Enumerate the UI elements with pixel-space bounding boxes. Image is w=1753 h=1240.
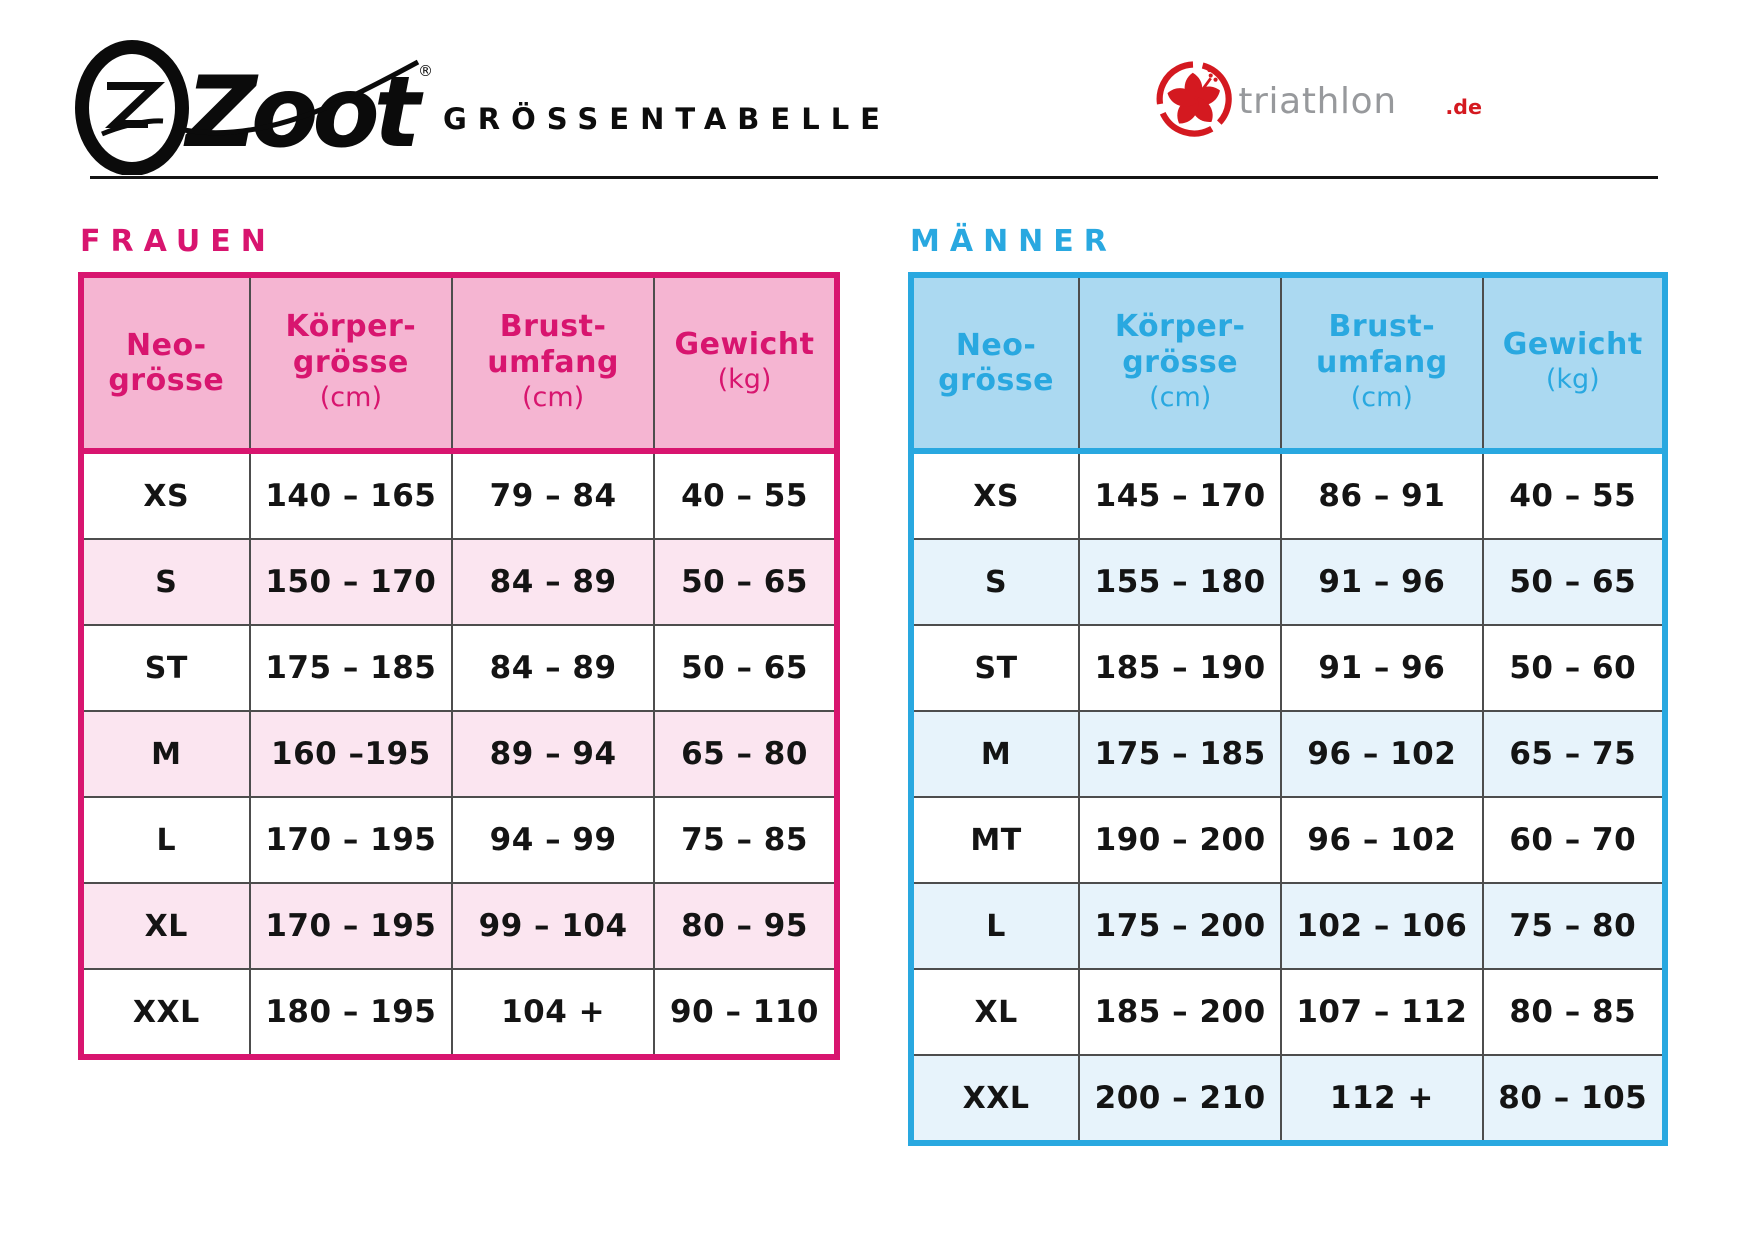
table-row [911,539,1665,625]
value-cell: 84 – 89 [452,625,654,711]
column-header-unit: (cm) [1350,382,1413,414]
value-cell: 75 – 85 [654,797,837,883]
value-cell: 170 – 195 [250,883,453,969]
column-header-line: Neo- [126,327,207,363]
column-header-unit: (kg) [1545,364,1600,396]
value-cell: 80 – 105 [1483,1055,1665,1143]
column-header-unit: (cm) [521,382,585,414]
column-header-neogroesse [81,275,250,451]
hibiscus-flower-icon [1150,52,1241,145]
value-cell: 170 – 195 [250,797,453,883]
column-header-line: Körper- [1114,309,1246,345]
value-cell: 190 – 200 [1079,797,1281,883]
value-cell: 89 – 94 [452,711,654,797]
value-cell: 185 – 200 [1079,969,1281,1055]
size-cell: S [81,539,250,625]
value-cell: 60 – 70 [1483,797,1665,883]
value-cell: 40 – 55 [654,451,837,539]
column-header-koerpergroesse [1079,275,1281,451]
column-header-neogroesse [911,275,1079,451]
value-cell: 96 – 102 [1281,797,1482,883]
page-title: GRÖSSENTABELLE [443,102,891,136]
size-cell: MT [911,797,1079,883]
size-cell: S [911,539,1079,625]
column-header-line: Körper- [285,309,417,345]
value-cell: 140 – 165 [250,451,453,539]
value-cell: 91 – 96 [1281,625,1482,711]
section-title-maenner: MÄNNER [910,224,1117,259]
size-cell: XL [911,969,1079,1055]
frauen-size-table [78,272,840,1060]
size-cell: XS [911,451,1079,539]
size-cell: ST [911,625,1079,711]
size-cell: XXL [81,969,250,1057]
table-row [81,451,837,539]
value-cell: 75 – 80 [1483,883,1665,969]
value-cell: 80 – 85 [1483,969,1665,1055]
column-header-line: Brust- [499,309,607,345]
value-cell: 40 – 55 [1483,451,1665,539]
column-header-line: umfang [487,344,619,380]
table-row [911,969,1665,1055]
zoot-logo [68,40,438,179]
value-cell: 91 – 96 [1281,539,1482,625]
header-divider [90,176,1658,179]
value-cell: 180 – 195 [250,969,453,1057]
value-cell: 175 – 200 [1079,883,1281,969]
value-cell: 175 – 185 [250,625,453,711]
maenner-size-table [908,272,1668,1146]
value-cell: 86 – 91 [1281,451,1482,539]
value-cell: 104 + [452,969,654,1057]
triathlon-tld: .de [1445,95,1483,120]
table-row [911,451,1665,539]
column-header-koerpergroesse [250,275,453,451]
column-header-line: Neo- [955,327,1037,363]
column-header-line: grösse [292,344,409,380]
value-cell: 175 – 185 [1079,711,1281,797]
value-cell: 102 – 106 [1281,883,1482,969]
column-header-line: grösse [1122,344,1239,380]
value-cell: 112 + [1281,1055,1482,1143]
header-row [911,275,1665,451]
column-header-gewicht [1483,275,1665,451]
table-row [81,969,837,1057]
table-row [81,883,837,969]
value-cell: 99 – 104 [452,883,654,969]
value-cell: 145 – 170 [1079,451,1281,539]
value-cell: 96 – 102 [1281,711,1482,797]
value-cell: 80 – 95 [654,883,837,969]
value-cell: 107 – 112 [1281,969,1482,1055]
value-cell: 150 – 170 [250,539,453,625]
value-cell: 185 – 190 [1079,625,1281,711]
column-header-brustumfang [1281,275,1482,451]
table-row [911,797,1665,883]
value-cell: 50 – 65 [654,539,837,625]
column-header-line: Gewicht [674,327,815,363]
table-row [911,625,1665,711]
column-header-line: grösse [938,363,1055,398]
value-cell: 65 – 75 [1483,711,1665,797]
value-cell: 90 – 110 [654,969,837,1057]
table-row [911,711,1665,797]
table-row [911,883,1665,969]
table-row [81,539,837,625]
triathlon-wordmark: triathlon [1238,80,1397,122]
value-cell: 65 – 80 [654,711,837,797]
size-cell: XXL [911,1055,1079,1143]
table-row [81,797,837,883]
column-header-gewicht [654,275,837,451]
value-cell: 160 –195 [250,711,453,797]
value-cell: 200 – 210 [1079,1055,1281,1143]
size-cell: L [911,883,1079,969]
zoot-wordmark: Zoot [186,56,415,170]
value-cell: 50 – 65 [1483,539,1665,625]
value-cell: 84 – 89 [452,539,654,625]
value-cell: 155 – 180 [1079,539,1281,625]
table-row [81,625,837,711]
table-row [81,711,837,797]
table-row [911,1055,1665,1143]
column-header-line: grösse [108,363,225,398]
column-header-brustumfang [452,275,654,451]
value-cell: 50 – 60 [1483,625,1665,711]
size-cell: ST [81,625,250,711]
registered-mark: ® [418,62,433,80]
column-header-line: umfang [1315,344,1448,380]
frauen-section [78,224,840,1060]
size-cell: M [911,711,1079,797]
column-header-line: Gewicht [1502,327,1643,363]
column-header-unit: (kg) [717,364,772,396]
z-oval-icon [68,40,438,175]
triathlon-logo [1150,52,1495,150]
size-cell: L [81,797,250,883]
value-cell: 50 – 65 [654,625,837,711]
header-row [81,275,837,451]
section-title-frauen: FRAUEN [80,224,276,259]
size-cell: XL [81,883,250,969]
column-header-line: Brust- [1328,309,1436,345]
column-header-unit: (cm) [319,382,382,414]
column-header-unit: (cm) [1149,382,1212,414]
value-cell: 79 – 84 [452,451,654,539]
value-cell: 94 – 99 [452,797,654,883]
size-cell: XS [81,451,250,539]
size-cell: M [81,711,250,797]
maenner-section [908,224,1668,1146]
